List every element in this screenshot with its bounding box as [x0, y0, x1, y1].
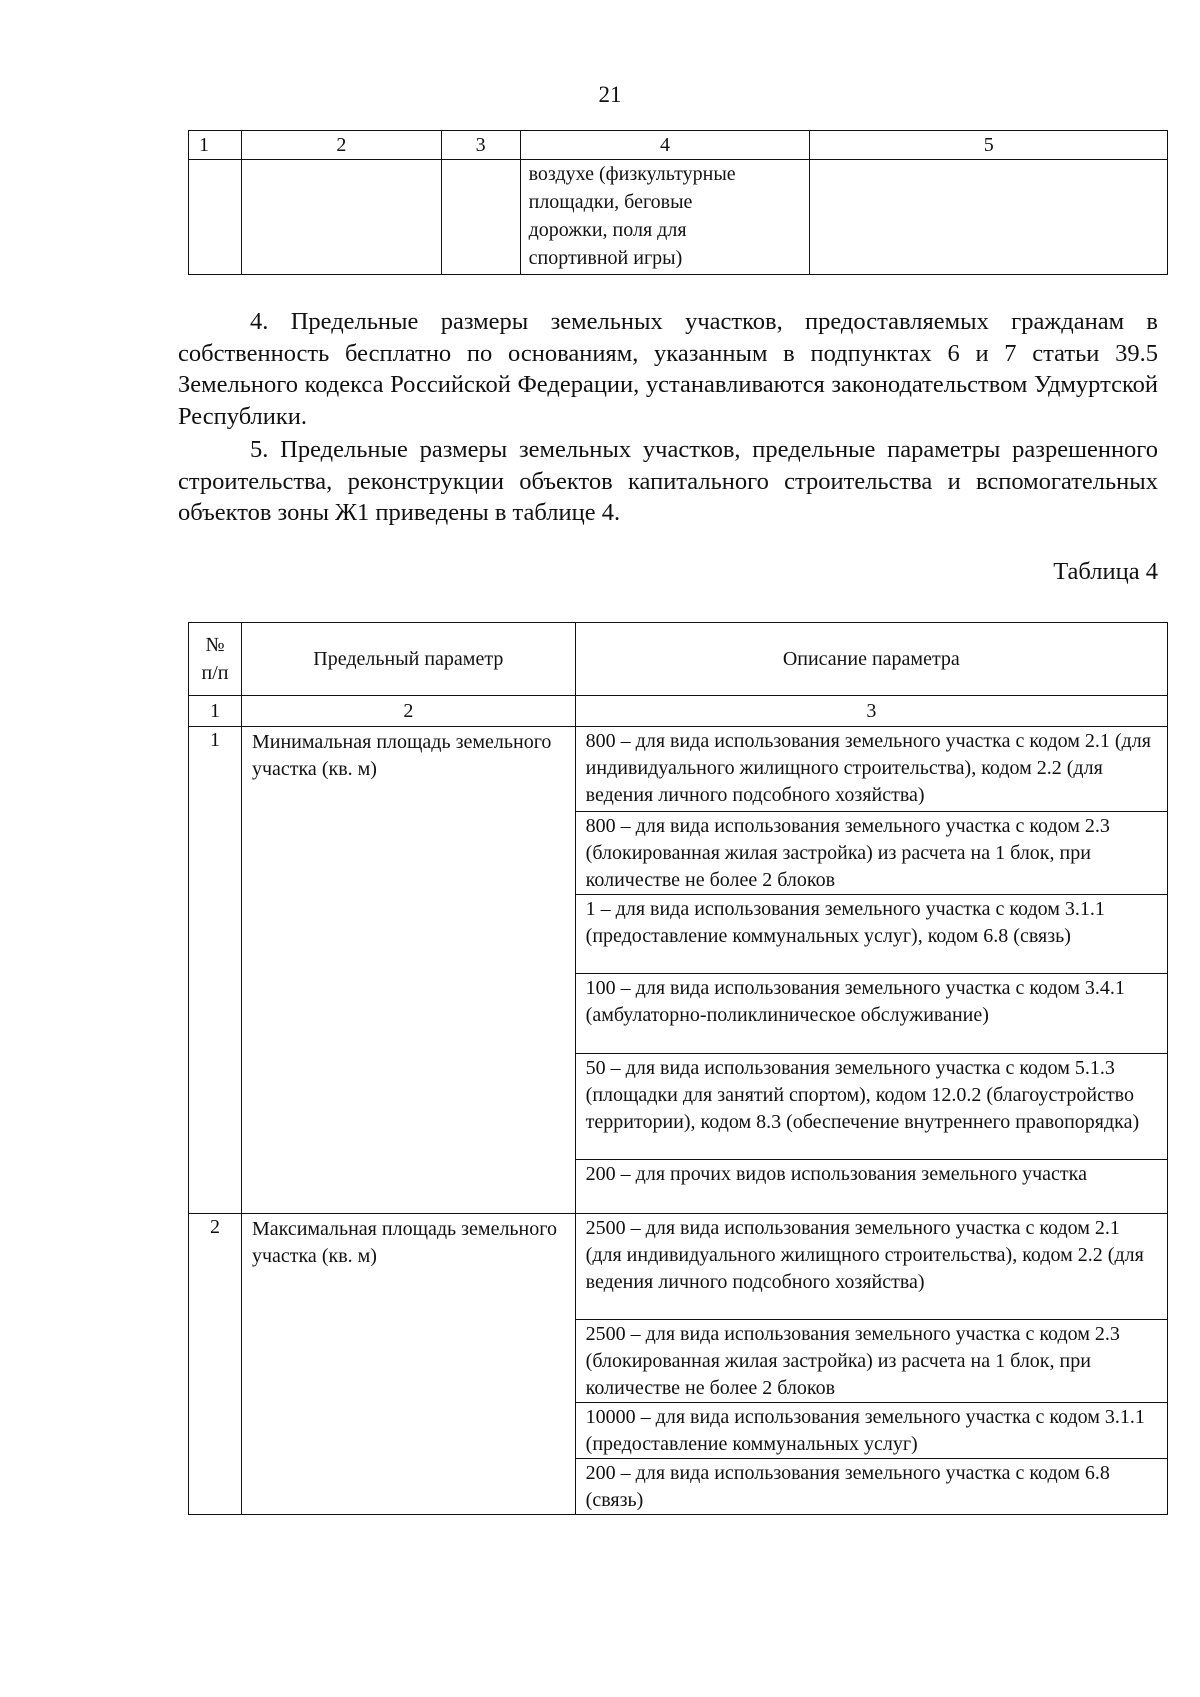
page-number: 21: [598, 82, 622, 107]
continuation-table-header: [189, 131, 1168, 160]
row-description: 200 – для вида использования земельного участка с кодом 6.8 (связь): [575, 1459, 1167, 1515]
column-numbers-row: [189, 696, 1168, 727]
table-cell: [189, 160, 242, 275]
table-header: [189, 623, 1168, 696]
table-row: [189, 1214, 1168, 1320]
row-description: 2500 – для вида использования земельного участка с кодом 2.3 (блокированная жилая застройка) из расчета на 1 блок, при количестве не более 2 блоков: [575, 1320, 1167, 1403]
row-description: 1 – для вида использования земельного участка с кодом 3.1.1 (предоставление коммунальных услуг), кодом 6.8 (связь): [575, 895, 1167, 974]
col-header: 2: [241, 131, 441, 160]
table-cell: [810, 160, 1168, 275]
row-description: 100 – для вида использования земельного участка с кодом 3.4.1 (амбулаторно-поликлиническое обслуживание): [575, 974, 1167, 1054]
continuation-table: [188, 130, 1168, 275]
paragraph-text: 5. Предельные размеры земельных участков, предельные параметры разрешенного строительства, реконструкции объектов капитального строительства и вспомогательных объектов зоны Ж1 приведены в таблице 4.: [178, 436, 1158, 526]
row-number: 2: [189, 1214, 242, 1515]
col-header: 4: [520, 131, 810, 160]
row-description: 50 – для вида использования земельного участка с кодом 5.1.3 (площадки для занятий спортом), кодом 12.0.2 (благоустройство территории), кодом 8.3 (обеспечение внутреннего правопорядка): [575, 1054, 1167, 1160]
table-row: [189, 160, 1168, 275]
col-header: 5: [810, 131, 1168, 160]
row-description: 2500 – для вида использования земельного участка с кодом 2.1 (для индивидуального жилищного строительства), кодом 2.2 (для ведения личного подсобного хозяйства): [575, 1214, 1167, 1320]
column-number: 2: [241, 696, 575, 727]
header-num: № п/п: [189, 623, 242, 696]
header-param: Предельный параметр: [241, 623, 575, 696]
row-parameter: Максимальная площадь земельного участка (кв. м): [241, 1214, 575, 1515]
column-number: 3: [575, 696, 1167, 727]
paragraph-text: 4. Предельные размеры земельных участков, предоставляемых гражданам в собственность бесплатно по основаниям, указанным в подпунктах 6 и 7 статьи 39.5 Земельного кодекса Российской Федерации, устанавливаются законодательством Удмуртской Республики.: [178, 308, 1158, 430]
table-caption: Таблица 4: [1053, 558, 1158, 585]
table-cell: воздухе (физкультурные площадки, беговые дорожки, поля для спортивной игры): [520, 160, 810, 275]
paragraph-5: [178, 434, 1158, 529]
row-parameter: Минимальная площадь земельного участка (кв. м): [241, 727, 575, 1214]
table-cell: [441, 160, 520, 275]
col-header: 1: [189, 131, 242, 160]
table-4: [188, 622, 1168, 1515]
row-description: 800 – для вида использования земельного участка с кодом 2.1 (для индивидуального жилищного строительства), кодом 2.2 (для ведения личного подсобного хозяйства): [575, 727, 1167, 812]
row-description: 200 – для прочих видов использования земельного участка: [575, 1160, 1167, 1214]
table-cell: [241, 160, 441, 275]
col-header: 3: [441, 131, 520, 160]
row-description: 800 – для вида использования земельного участка с кодом 2.3 (блокированная жилая застройка) из расчета на 1 блок, при количестве не более 2 блоков: [575, 812, 1167, 895]
table-row: [189, 727, 1168, 812]
row-number: 1: [189, 727, 242, 1214]
paragraph-4: [178, 306, 1158, 432]
row-description: 10000 – для вида использования земельного участка с кодом 3.1.1 (предоставление коммунальных услуг): [575, 1403, 1167, 1459]
header-desc: Описание параметра: [575, 623, 1167, 696]
column-number: 1: [189, 696, 242, 727]
